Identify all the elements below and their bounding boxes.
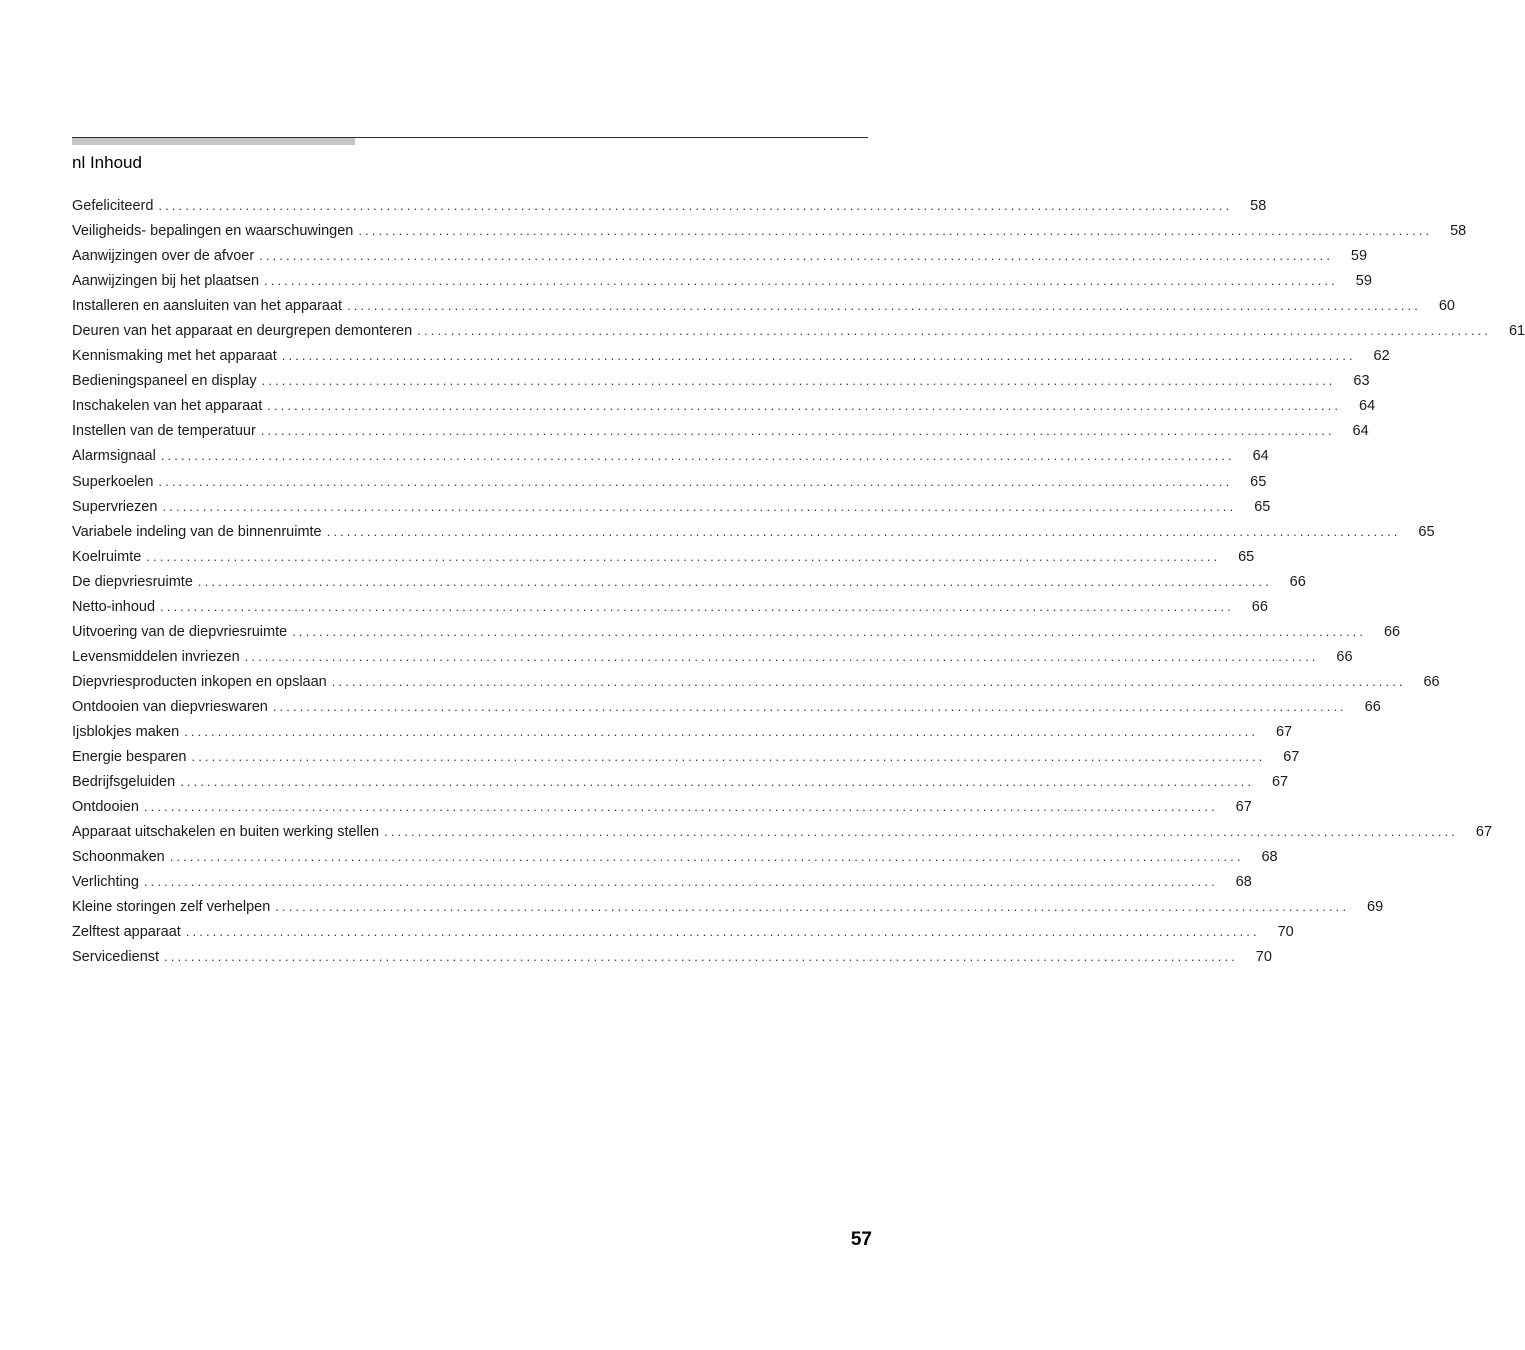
toc-leader-dots: ................................................................................................................................................................: [164, 949, 1238, 965]
toc-entry-label: Veiligheids- bepalingen en waarschuwingen: [72, 223, 354, 240]
toc-leader-dots: ................................................................................................................................................................: [292, 623, 1367, 639]
toc-entry-label: Gefeliciteerd: [72, 198, 154, 214]
toc-entry-label: Kleine storingen zelf verhelpen: [72, 899, 271, 916]
toc-entry-label: Servicedienst: [72, 949, 160, 966]
toc-leader-dots: ................................................................................................................................................................: [281, 348, 1356, 364]
toc-entry-page: 65: [1254, 498, 1271, 515]
toc-entry-label: Aanwijzingen over de afvoer: [72, 248, 255, 265]
toc-entry-page: 65: [1238, 548, 1255, 565]
toc-entry-page: 66: [1423, 673, 1440, 690]
toc-entry-label: Superkoelen: [72, 473, 154, 490]
toc-entry-label: Aanwijzingen bij het plaatsen: [72, 273, 260, 290]
toc-leader-dots: ................................................................................................................................................................: [260, 423, 1335, 439]
toc-entry[interactable]: [72, 694, 1381, 719]
table-of-contents: [72, 193, 1525, 969]
toc-entry-page: 59: [1355, 273, 1372, 290]
toc-entry-page: 66: [1289, 573, 1306, 590]
toc-entry[interactable]: [72, 293, 1455, 318]
header-accent-bar: [72, 138, 355, 145]
toc-entry[interactable]: [72, 619, 1401, 644]
toc-entry[interactable]: [72, 644, 1353, 669]
toc-entry[interactable]: [72, 469, 1267, 494]
toc-entry-label: Instellen van de temperatuur: [72, 423, 256, 440]
toc-entry[interactable]: [72, 544, 1255, 569]
page-number: 57: [850, 1229, 872, 1250]
toc-entry[interactable]: [72, 594, 1268, 619]
toc-leader-dots: ................................................................................................................................................................: [180, 774, 1255, 790]
toc-entry-label: Installeren en aansluiten van het apparaat: [72, 298, 343, 315]
toc-entry-label: Ijsblokjes maken: [72, 723, 180, 740]
toc-entry-label: Bedieningspaneel en display: [72, 373, 257, 390]
page-title: nl Inhoud: [72, 153, 142, 172]
toc-entry-page: 67: [1283, 749, 1300, 766]
toc-entry-label: Variabele indeling van de binnenruimte: [72, 523, 322, 540]
toc-leader-dots: ................................................................................................................................................................: [331, 673, 1406, 689]
toc-entry[interactable]: [72, 869, 1252, 894]
toc-entry-page: 67: [1475, 824, 1493, 841]
toc-entry[interactable]: [72, 193, 1267, 218]
toc-leader-dots: ................................................................................................................................................................: [184, 723, 1259, 739]
toc-entry-page: 60: [1438, 298, 1455, 315]
toc-entry-label: Deuren van het apparaat en deurgrepen demonteren: [72, 323, 413, 340]
toc-entry[interactable]: [72, 944, 1272, 969]
toc-entry-page: 58: [1450, 223, 1467, 240]
toc-entry-label: Energie besparen: [72, 749, 187, 766]
toc-leader-dots: ................................................................................................................................................................: [146, 548, 1221, 564]
toc-leader-dots: ................................................................................................................................................................: [191, 749, 1266, 765]
toc-entry-page: 68: [1235, 874, 1252, 891]
toc-entry[interactable]: [72, 669, 1440, 694]
toc-entry-page: 67: [1275, 723, 1293, 740]
toc-entry-label: Bedrijfsgeluiden: [72, 774, 176, 791]
toc-leader-dots: ................................................................................................................................................................: [261, 373, 1336, 389]
toc-entry[interactable]: [72, 769, 1289, 794]
toc-entry[interactable]: [72, 218, 1467, 243]
toc-entry-page: 67: [1271, 774, 1289, 791]
toc-entry[interactable]: [72, 919, 1294, 944]
toc-entry[interactable]: [72, 819, 1493, 844]
toc-leader-dots: ................................................................................................................................................................: [160, 448, 1235, 464]
toc-entry-page: 70: [1277, 924, 1294, 941]
toc-leader-dots: ................................................................................................................................................................: [264, 273, 1338, 289]
toc-entry-label: Ontdooien: [72, 799, 139, 816]
toc-entry-label: Kennismaking met het apparaat: [72, 348, 277, 365]
toc-leader-dots: ................................................................................................................................................................: [158, 473, 1233, 489]
toc-entry-label: Uitvoering van de diepvriesruimte: [72, 623, 288, 640]
toc-entry-label: Schoonmaken: [72, 849, 165, 866]
toc-leader-dots: ................................................................................................................................................................: [197, 573, 1272, 589]
toc-entry[interactable]: [72, 368, 1370, 393]
toc-leader-dots: ................................................................................................................................................................: [267, 398, 1342, 414]
toc-entry[interactable]: [72, 844, 1278, 869]
toc-entry-label: Supervriezen: [72, 498, 158, 515]
toc-leader-dots: ................................................................................................................................................................: [185, 924, 1260, 940]
toc-leader-dots: ................................................................................................................................................................: [143, 874, 1218, 890]
toc-leader-dots: ................................................................................................................................................................: [169, 849, 1244, 865]
toc-leader-dots: ................................................................................................................................................................: [158, 198, 1233, 213]
toc-leader-dots: ................................................................................................................................................................: [244, 648, 1319, 664]
toc-leader-dots: ................................................................................................................................................................: [417, 323, 1492, 339]
toc-entry[interactable]: [72, 243, 1368, 268]
toc-entry[interactable]: [72, 418, 1369, 443]
toc-leader-dots: ................................................................................................................................................................: [358, 223, 1433, 239]
toc-entry-page: 67: [1235, 799, 1252, 816]
toc-entry-page: 58: [1250, 198, 1267, 214]
toc-entry-page: 64: [1352, 423, 1369, 440]
toc-entry-label: Koelruimte: [72, 548, 142, 565]
toc-leader-dots: ................................................................................................................................................................: [162, 498, 1237, 514]
toc-entry[interactable]: [72, 268, 1372, 293]
toc-entry-label: Alarmsignaal: [72, 448, 156, 465]
toc-leader-dots: ................................................................................................................................................................: [326, 523, 1401, 539]
toc-leader-dots: ................................................................................................................................................................: [143, 799, 1218, 815]
toc-entry-label: Inschakelen van het apparaat: [72, 398, 263, 415]
toc-entry-page: 64: [1359, 398, 1376, 415]
toc-entry-label: Netto-inhoud: [72, 598, 156, 615]
toc-leader-dots: ................................................................................................................................................................: [272, 698, 1347, 714]
toc-entry[interactable]: [72, 569, 1306, 594]
toc-entry-page: 66: [1251, 598, 1268, 615]
toc-entry-page: 63: [1353, 373, 1370, 390]
toc-entry[interactable]: [72, 519, 1435, 544]
toc-entry-page: 68: [1261, 849, 1278, 866]
toc-entry-page: 65: [1418, 523, 1435, 540]
toc-leader-dots: ................................................................................................................................................................: [384, 824, 1459, 840]
toc-entry[interactable]: [72, 744, 1300, 769]
toc-entry[interactable]: [72, 393, 1376, 418]
toc-leader-dots: ................................................................................................................................................................: [275, 899, 1350, 915]
toc-entry-label: Verlichting: [72, 874, 139, 891]
toc-entry-page: 69: [1367, 899, 1384, 916]
toc-entry-page: 70: [1255, 949, 1272, 966]
toc-entry-page: 66: [1336, 648, 1353, 665]
toc-entry[interactable]: [72, 318, 1525, 343]
toc-entry-label: Levensmiddelen invriezen: [72, 648, 240, 665]
toc-entry-label: De diepvriesruimte: [72, 573, 193, 590]
toc-entry-label: Diepvriesproducten inkopen en opslaan: [72, 673, 327, 690]
toc-entry-page: 61: [1508, 323, 1525, 340]
toc-entry[interactable]: [72, 794, 1252, 819]
toc-entry[interactable]: [72, 494, 1271, 519]
toc-entry[interactable]: [72, 894, 1384, 919]
toc-entry[interactable]: [72, 343, 1390, 368]
toc-entry-label: Apparaat uitschakelen en buiten werking stellen: [72, 824, 380, 841]
toc-leader-dots: ................................................................................................................................................................: [259, 248, 1334, 264]
toc-entry-page: 65: [1250, 473, 1267, 490]
toc-entry-label: Zelftest apparaat: [72, 924, 181, 941]
toc-entry-page: 59: [1350, 248, 1368, 265]
toc-entry-page: 66: [1364, 698, 1381, 715]
toc-entry[interactable]: [72, 719, 1293, 744]
toc-entry-label: Ontdooien van diepvrieswaren: [72, 698, 268, 715]
toc-entry-page: 64: [1252, 448, 1269, 465]
toc-entry[interactable]: [72, 443, 1269, 468]
toc-entry-page: 66: [1383, 623, 1401, 640]
toc-leader-dots: ................................................................................................................................................................: [347, 298, 1421, 314]
toc-leader-dots: ................................................................................................................................................................: [160, 598, 1234, 614]
toc-entry-page: 62: [1373, 348, 1390, 365]
